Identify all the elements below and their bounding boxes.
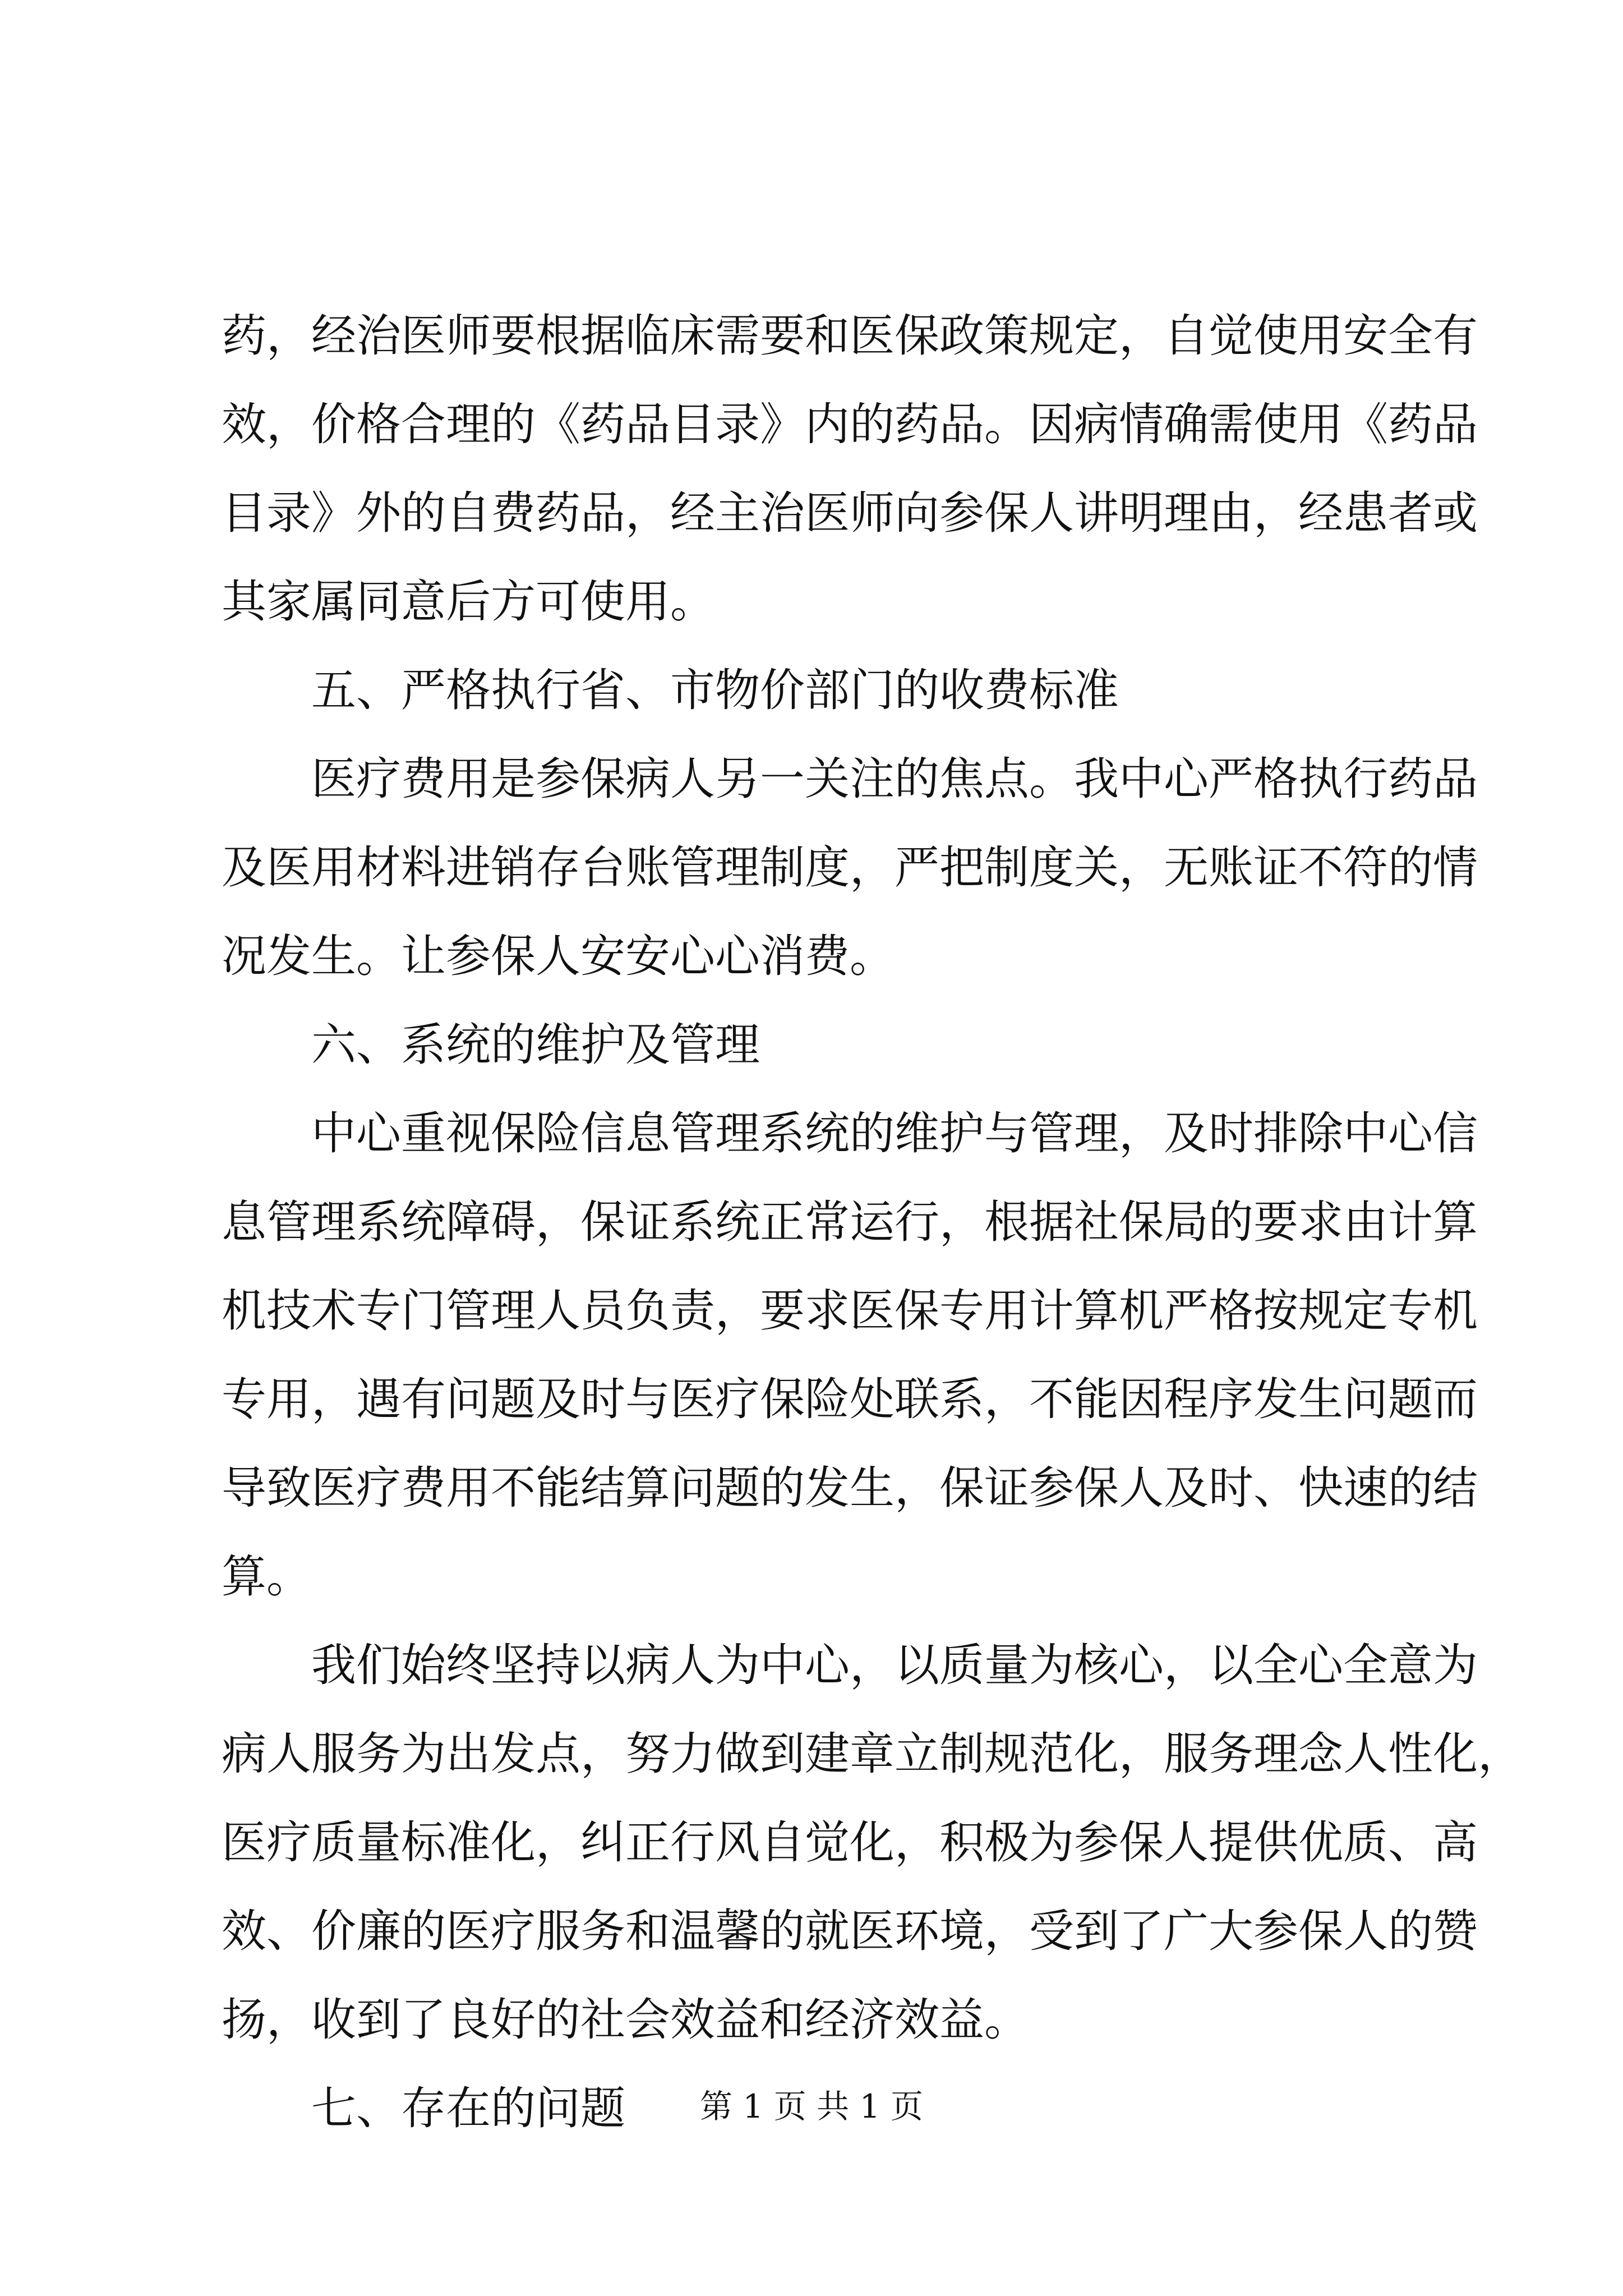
body-line: 及医用材料进销存台账管理制度，严把制度关，无账证不符的情 <box>222 841 1478 894</box>
body-line: 医疗费用是参保病人另一关注的焦点。我中心严格执行药品 <box>311 753 1478 805</box>
body-line: 导致医疗费用不能结算问题的发生，保证参保人及时、快速的结 <box>222 1462 1478 1514</box>
body-line: 算。 <box>222 1550 311 1603</box>
page-footer: 第 1 页 共 1 页 <box>700 2087 923 2125</box>
body-line: 中心重视保险信息管理系统的维护与管理，及时排除中心信 <box>311 1107 1478 1159</box>
body-line: 其家属同意后方可使用。 <box>222 576 715 628</box>
section-heading: 五、严格执行省、市物价部门的收费标准 <box>311 664 1119 716</box>
body-line: 扬，收到了良好的社会效益和经济效益。 <box>222 1994 1029 2046</box>
body-line: 机技术专门管理人员负责，要求医保专用计算机严格按规定专机 <box>222 1285 1478 1337</box>
body-line: 效，价格合理的《药品目录》内的药品。因病情确需使用《药品 <box>222 398 1478 450</box>
body-line: 目录》外的自费药品，经主治医师向参保人讲明理由，经患者或 <box>222 487 1478 539</box>
body-line: 病人服务为出发点，努力做到建章立制规范化，服务理念人性化， <box>222 1728 1523 1780</box>
body-line: 医疗质量标准化，纠正行风自觉化，积极为参保人提供优质、高 <box>222 1816 1478 1869</box>
body-line: 专用，遇有问题及时与医疗保险处联系，不能因程序发生问题而 <box>222 1373 1478 1425</box>
section-heading: 六、系统的维护及管理 <box>311 1019 760 1071</box>
body-line: 药，经治医师要根据临床需要和医保政策规定，自觉使用安全有 <box>222 310 1478 362</box>
body-line: 息管理系统障碍，保证系统正常运行，根据社保局的要求由计算 <box>222 1196 1478 1248</box>
body-line: 况发生。让参保人安安心心消费。 <box>222 930 895 982</box>
body-line: 效、价廉的医疗服务和温馨的就医环境，受到了广大参保人的赞 <box>222 1905 1478 1957</box>
section-heading: 七、存在的问题 <box>311 2082 625 2134</box>
document-body <box>222 292 1523 2153</box>
body-line: 我们始终坚持以病人为中心，以质量为核心，以全心全意为 <box>311 1639 1478 1691</box>
